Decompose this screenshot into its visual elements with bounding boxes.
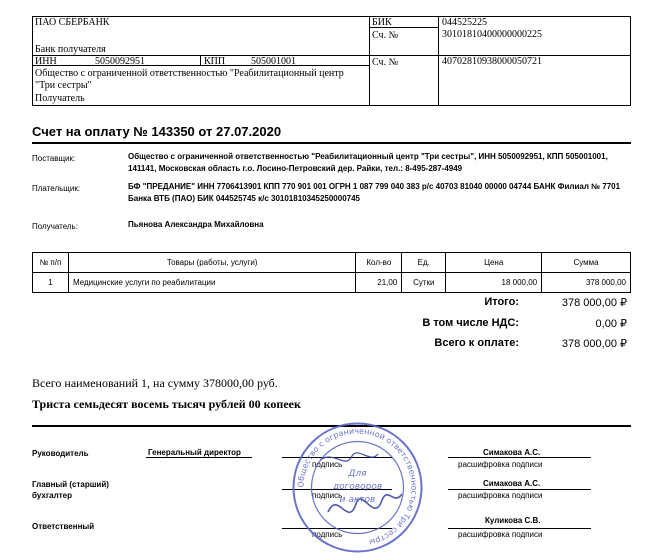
- stamp-inner-line1: Для: [348, 469, 367, 479]
- recipient-line2: "Три сестры": [35, 80, 92, 91]
- items-count-line: Всего наименований 1, на сумму 378000,00 руб.: [32, 376, 278, 390]
- corr-account-label: Сч. №: [372, 30, 399, 41]
- total-label: Итого:: [484, 296, 519, 308]
- decode-line: [448, 528, 591, 529]
- col-number: № п/п: [33, 253, 69, 273]
- col-price: Цена: [446, 253, 542, 273]
- table-header-row: [33, 253, 631, 273]
- bank-details-table: [32, 16, 631, 106]
- due-value: 378 000,00 ₽: [561, 338, 627, 350]
- decode-caption: расшифровка подписи: [458, 530, 543, 539]
- col-unit: Ед.: [402, 253, 446, 273]
- account-label: Сч. №: [372, 57, 399, 68]
- total-value: 378 000,00 ₽: [561, 297, 627, 309]
- account-value: 40702810938000050721: [442, 56, 542, 67]
- decode-line: [448, 489, 591, 490]
- position-line: [146, 457, 252, 458]
- corr-account-value: 30101810400000000225: [442, 29, 542, 40]
- sign-caption: подпись: [312, 460, 343, 469]
- kpp-label: КПП: [204, 56, 226, 67]
- director-name: Симакова А.С.: [483, 448, 541, 457]
- grid-line: [369, 17, 370, 105]
- vat-label: В том числе НДС:: [422, 317, 519, 329]
- title-rule: [32, 142, 631, 144]
- col-sum: Сумма: [542, 253, 631, 273]
- decode-caption: расшифровка подписи: [458, 460, 543, 469]
- cell-unit: Сутки: [402, 273, 446, 293]
- recipient-label: Получатель:: [32, 222, 78, 231]
- responsible-name: Куликова С.В.: [485, 516, 541, 525]
- decode-line: [448, 457, 591, 458]
- inn-value: 5050092951: [95, 56, 145, 67]
- director-position: Генеральный директор: [148, 448, 241, 457]
- recipient-caption: Получатель: [35, 93, 85, 104]
- stamp-inner-line3: и актов: [339, 495, 376, 505]
- grid-line: [438, 17, 439, 105]
- items-table: [32, 252, 631, 293]
- bank-name: ПАО СБЕРБАНК: [35, 17, 110, 28]
- bank-caption: Банк получателя: [35, 44, 106, 55]
- cell-qty: 21,00: [356, 273, 402, 293]
- col-goods: Товары (работы, услуги): [68, 253, 355, 273]
- responsible-role: Ответственный: [32, 522, 95, 531]
- sign-caption: подпись: [312, 530, 343, 539]
- decode-caption: расшифровка подписи: [458, 491, 543, 500]
- cell-goods: Медицинские услуги по реабилитации: [68, 273, 355, 293]
- col-qty: Кол-во: [356, 253, 402, 273]
- payer-value: БФ "ПРЕДАНИЕ" ИНН 7706413901 КПП 770 901 001 ОГРН 1 087 799 040 383 р/с 40703 81040 00000 04744 БАНК Филиал № 7701 Банка ВТБ (ПАО) БИК 044525745 к/с 30101810345250000745: [128, 182, 621, 203]
- handwritten-signature: [320, 453, 378, 461]
- accountant-name: Симакова А.С.: [483, 479, 541, 488]
- kpp-value: 505001001: [251, 56, 296, 67]
- recipient-line1: Общество с ограниченной ответственностью "Реабилитационный центр: [35, 68, 344, 79]
- cell-sum: 378 000,00: [542, 273, 631, 293]
- accountant-role-line2: бухгалтер: [32, 491, 72, 500]
- inn-label: ИНН: [35, 56, 57, 67]
- sign-caption: подпись: [312, 491, 343, 500]
- director-role: Руководитель: [32, 449, 89, 458]
- cell-price: 18 000,00: [446, 273, 542, 293]
- due-label: Всего к оплате:: [434, 337, 519, 349]
- vat-value: 0,00 ₽: [595, 318, 627, 330]
- amount-in-words: Триста семьдесят восемь тысяч рублей 00 копеек: [32, 397, 301, 411]
- invoice-title: Счет на оплату № 143350 от 27.07.2020: [32, 124, 282, 139]
- table-row: [33, 273, 631, 293]
- stamp-outer-text: Общество с ограниченной ответственностью Три сестры: [296, 426, 419, 548]
- bik-value: 044525225: [442, 17, 487, 28]
- grid-line: [33, 65, 369, 66]
- supplier-value: Общество с ограниченной ответственностью "Реабилитационный центр "Три сестры", ИНН 5050092951, КПП 505001001, 141141, Московская область г.о. Лосино-Петровский дер. Райки, тел.: 8-495-287-4949: [128, 152, 608, 173]
- payer-label: Плательщик:: [32, 184, 81, 193]
- supplier-label: Поставщик:: [32, 154, 76, 163]
- stamp-inner-line2: договоров: [332, 482, 383, 492]
- recipient-value: Пьянова Александра Михайловна: [128, 220, 264, 229]
- company-stamp: [290, 420, 425, 555]
- cell-number: 1: [33, 273, 69, 293]
- bik-label: БИК: [372, 17, 392, 28]
- accountant-role-line1: Главный (старший): [32, 480, 109, 489]
